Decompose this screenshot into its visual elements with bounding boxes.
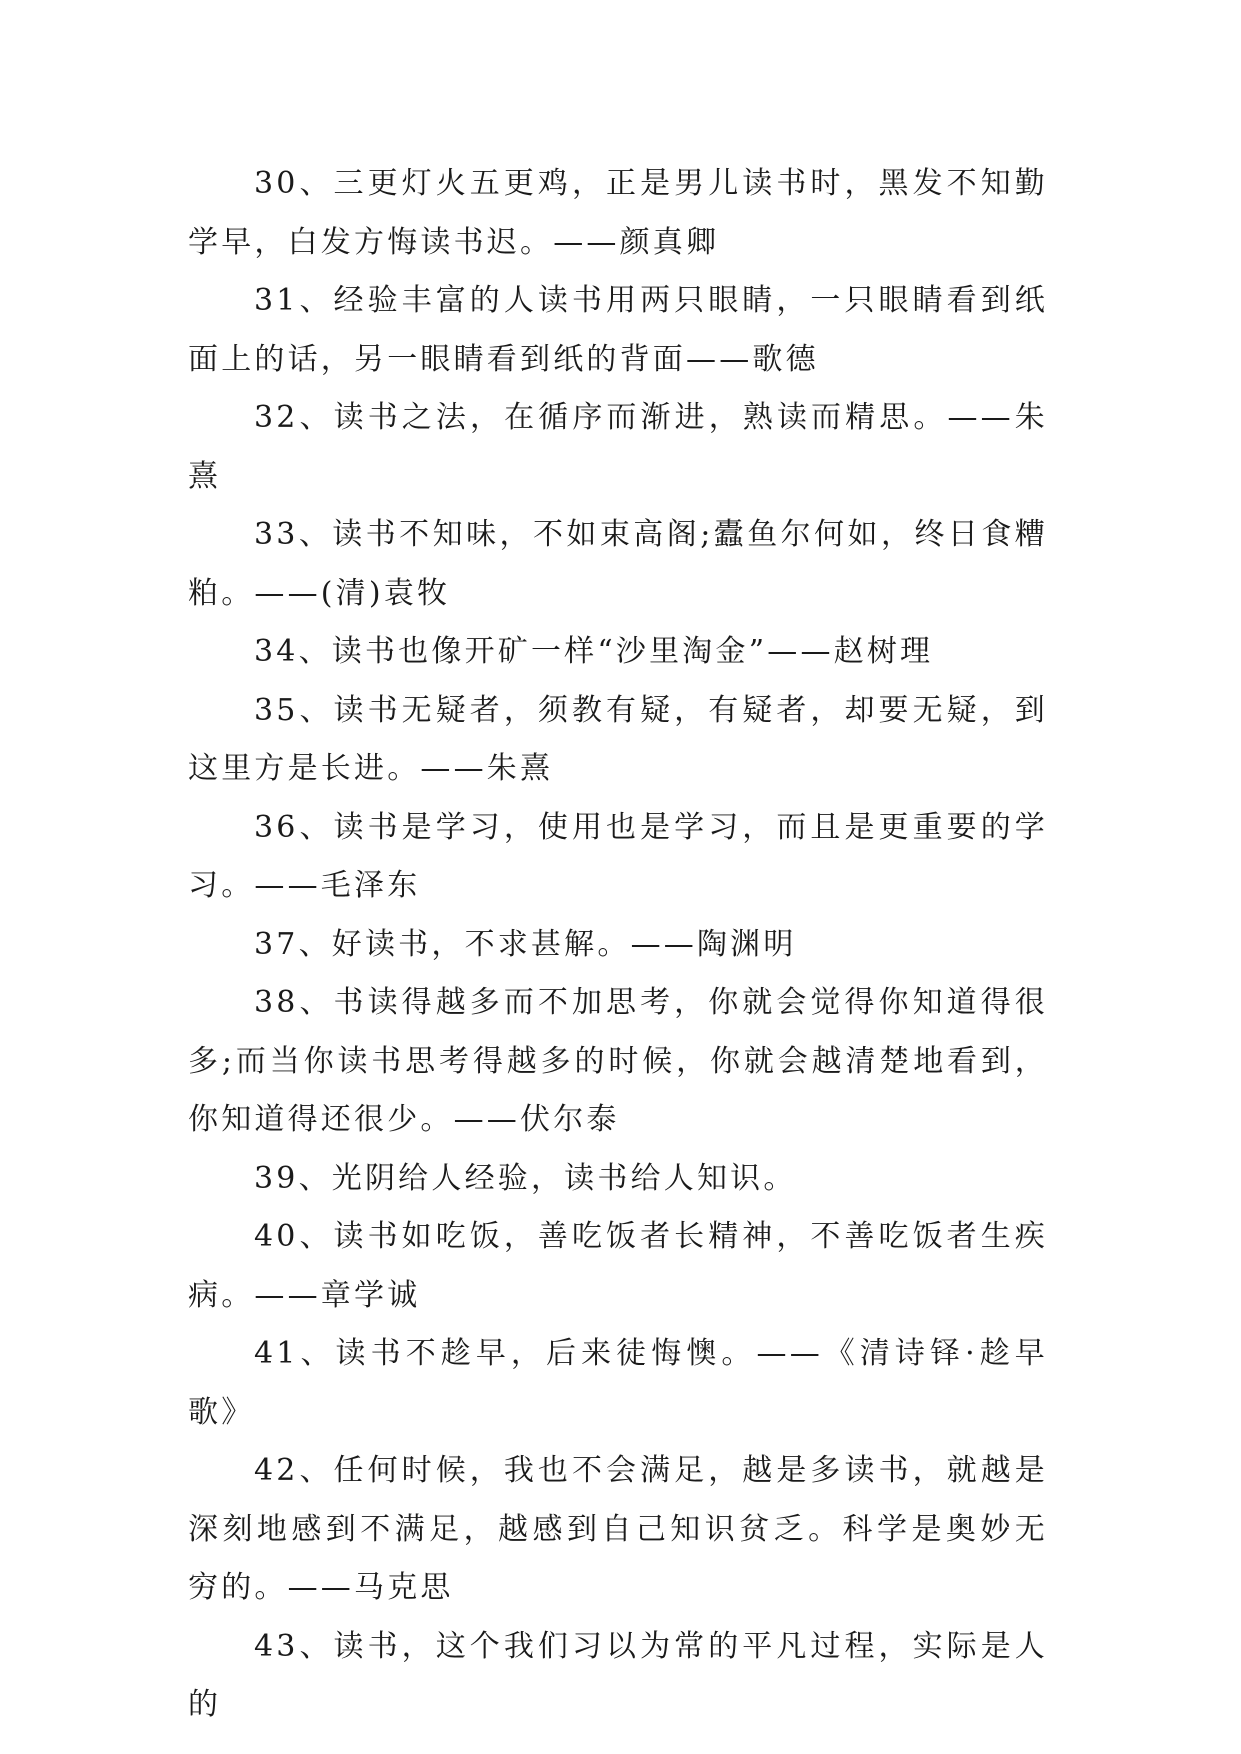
quote-paragraph-31: 31、经验丰富的人读书用两只眼睛，一只眼睛看到纸面上的话，另一眼睛看到纸的背面——歌德 bbox=[188, 283, 1048, 377]
quote-paragraph-38: 38、书读得越多而不加思考，你就会觉得你知道得很多;而当你读书思考得越多的时候，你就会越清楚地看到，你知道得还很少。——伏尔泰 bbox=[188, 985, 1048, 1137]
quote-paragraph-35: 35、读书无疑者，须教有疑，有疑者，却要无疑，到这里方是长进。——朱熹 bbox=[188, 692, 1048, 786]
quote-paragraph-30: 30、三更灯火五更鸡，正是男儿读书时，黑发不知勤学早，白发方悔读书迟。——颜真卿 bbox=[188, 166, 1048, 260]
quote-paragraph-34: 34、读书也像开矿一样“沙里淘金”——赵树理 bbox=[254, 634, 934, 669]
quote-paragraph-40: 40、读书如吃饭，善吃饭者长精神，不善吃饭者生疾病。——章学诚 bbox=[188, 1219, 1048, 1313]
quote-paragraph-33: 33、读书不知味，不如束高阁;蠹鱼尔何如，终日食糟粕。——(清)袁牧 bbox=[188, 517, 1048, 611]
quote-paragraph-36: 36、读书是学习，使用也是学习，而且是更重要的学习。——毛泽东 bbox=[188, 809, 1048, 903]
quote-paragraph-32: 32、读书之法，在循序而渐进，熟读而精思。——朱熹 bbox=[188, 400, 1048, 494]
quote-paragraph-41: 41、读书不趁早，后来徒悔懊。——《清诗铎·趁早歌》 bbox=[188, 1336, 1048, 1430]
quote-paragraph-37: 37、好读书，不求甚解。——陶渊明 bbox=[254, 926, 797, 962]
quote-paragraph-43: 43、读书，这个我们习以为常的平凡过程，实际是人的 bbox=[188, 1628, 1048, 1722]
quote-list bbox=[188, 155, 1048, 1735]
quote-paragraph-42: 42、任何时候，我也不会满足，越是多读书，就越是深刻地感到不满足，越感到自己知识贫乏。科学是奥妙无穷的。——马克思 bbox=[188, 1453, 1048, 1605]
quote-paragraph-39: 39、光阴给人经验，读书给人知识。 bbox=[254, 1160, 797, 1196]
